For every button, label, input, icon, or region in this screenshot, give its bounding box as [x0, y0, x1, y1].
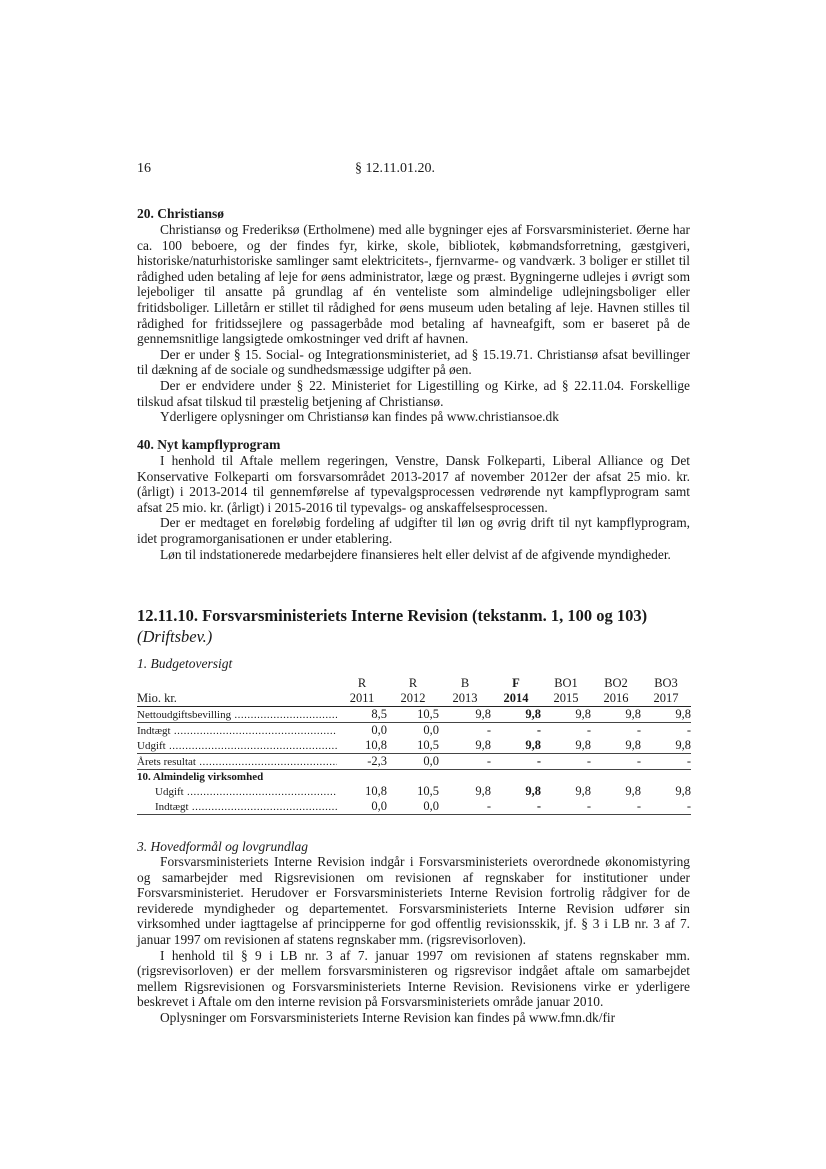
table-cell: 0,0 [387, 723, 439, 739]
table-cell: 9,8 [525, 738, 541, 752]
section-20-heading: 20. Christiansø [137, 206, 225, 221]
table-cell: 9,8 [575, 784, 591, 798]
table-cell: - [591, 754, 641, 770]
table-cell: 8,5 [371, 707, 387, 721]
table-cell: 0,0 [337, 799, 387, 815]
header-row-years [137, 691, 691, 707]
col-year: 2017 [641, 691, 691, 707]
col-year: 2016 [591, 691, 641, 707]
table-cell: 9,8 [475, 784, 491, 798]
unit-label: Mio. kr. [137, 691, 337, 707]
section-reference: § 12.11.01.20. [355, 161, 435, 176]
table-cell: 9,8 [525, 707, 541, 721]
table-cell: - [439, 754, 491, 770]
section-3-body [137, 854, 690, 1026]
table-cell: 9,8 [475, 707, 491, 721]
table-cell: 9,8 [675, 738, 691, 752]
paragraph: I henhold til § 9 i LB nr. 3 af 7. januar 1997 om revisionen af statens regnskaber mm. (rigsrevisorloven) er der mellem forsvarsministeren og rigsrevisor indgået aftale om samarbejdet mellem Rigsrevisionen og Forsvarsministeriets Interne Revision. Revisionens virke er yderligere beskrevet i Aftale om den interne revision på Forsvarsministeriets område januar 2010. [137, 947, 690, 1010]
table-row-group-indtaegt [137, 799, 691, 815]
table-cell: - [591, 723, 641, 739]
col-type: BO2 [604, 676, 628, 690]
row-label: Nettoudgiftsbevilling ..... [137, 709, 337, 721]
table-cell: 9,8 [625, 738, 641, 752]
table-cell: 9,8 [625, 707, 641, 721]
table-cell: 9,8 [575, 738, 591, 752]
header-row-types [137, 676, 691, 691]
table-cell: - [641, 754, 691, 770]
table-cell: 9,8 [675, 784, 691, 798]
table-cell: 10,5 [417, 784, 439, 798]
row-label: Udgift ..... [137, 740, 337, 752]
table-cell: - [491, 723, 541, 739]
table-cell: 9,8 [675, 707, 691, 721]
table-cell: - [541, 754, 591, 770]
table-cell: - [541, 723, 591, 739]
table-cell: - [641, 723, 691, 739]
paragraph: Der er medtaget en foreløbig fordeling af udgifter til løn og øvrig drift til nyt kampflyprogram, idet programorganisationen er under etablering. [137, 515, 690, 546]
row-label: Årets resultat ..... [137, 756, 337, 768]
col-type: B [460, 676, 470, 690]
row-label: Indtægt ..... [155, 801, 337, 813]
paragraph: Yderligere oplysninger om Christiansø kan findes på www.christiansoe.dk [160, 409, 559, 425]
col-type: F [512, 676, 520, 690]
paragraph: Der er under § 15. Social- og Integrationsministeriet, ad § 15.19.71. Christiansø afsat bevillinger til dækning af de sociale og sundhedsmæssige udgifter på øen. [137, 346, 690, 378]
paragraph: Der er endvidere under § 22. Ministeriet for Ligestilling og Kirke, ad § 22.11.04. Forskellige tilskud afsat tilskud til præstelig betjening af Christiansø. [137, 377, 690, 409]
budget-table [137, 676, 691, 815]
table-row-resultat [137, 754, 691, 770]
table-cell: 9,8 [625, 784, 641, 798]
table-cell: - [439, 799, 491, 815]
col-year: 2013 [439, 691, 491, 707]
col-year: 2014 [491, 691, 541, 707]
section-20-body [137, 222, 690, 425]
col-year: 2015 [541, 691, 591, 707]
row-label: Indtægt ..... [137, 725, 337, 737]
table-cell: - [491, 754, 541, 770]
paragraph: Løn til indstationerede medarbejdere finansieres helt eller delvist af de afgivende myndigheder. [160, 546, 671, 562]
col-type: R [357, 676, 367, 690]
main-heading [137, 605, 697, 647]
main-heading-italic: (Driftsbev.) [137, 627, 213, 646]
paragraph: Christiansø og Frederiksø (Ertholmene) med alle bygninger ejes af Forsvarsministeriet. Øerne har ca. 100 beboere, og der findes fyr, kirke, skole, bibliotek, købmandsforretning, gæstgiveri, historiske/naturhistoriske samlinger samt elektricitets-, fjernvarme- og vandværk. 3 boliger er stillet til rådighed uden betaling af leje for øens administrator, læge og præst. Bygningerne udlejes i øvrigt som lejeboliger til ansatte på grundlag af én venteliste som almindelige udlejningsboliger eller fritidsboliger. Lilletårn er stillet til rådighed for øens museum uden betaling af leje. Havnen stilles til rådighed for fritidssejlere og passagerbåde mod betaling af havneafgift, som er baseret på de gennemsnitlige langsigtede omkostninger ved drift af havnen. [137, 222, 690, 347]
table-cell: 10,8 [365, 784, 387, 798]
table-group-row [137, 770, 691, 785]
table-row-udgift [137, 738, 691, 754]
table-cell: 10,5 [417, 738, 439, 752]
table-row-group-udgift [137, 784, 691, 799]
table-cell: 10,5 [417, 707, 439, 721]
table-cell: 9,8 [475, 738, 491, 752]
table-cell: -2,3 [337, 754, 387, 770]
col-type: BO1 [554, 676, 578, 690]
table-cell: - [641, 799, 691, 815]
table-cell: - [541, 799, 591, 815]
table-cell: 0,0 [387, 799, 439, 815]
table-row-indtaegt [137, 723, 691, 739]
table-cell: 9,8 [525, 784, 541, 798]
section-40-heading: 40. Nyt kampflyprogram [137, 437, 281, 452]
section-40-body [137, 453, 690, 562]
page-number: 16 [137, 161, 151, 176]
section-3-heading: 3. Hovedformål og lovgrundlag [137, 839, 308, 854]
budget-subheading: 1. Budgetoversigt [137, 656, 233, 671]
main-heading-bold: 12.11.10. Forsvarsministeriets Interne Revision (tekstanm. 1, 100 og 103) [137, 606, 648, 625]
table-cell: 10,8 [365, 738, 387, 752]
table-cell: - [491, 799, 541, 815]
paragraph: Forsvarsministeriets Interne Revision indgår i Forsvarsministeriets overordnede økonomistyring og samarbejder med Rigsrevisionen om revisionen af regnskaber for institutioner under Forsvarsministeriet. Herudover er Forsvarsministeriets Interne Revision fortrolig rådgiver for de reviderede myndigheder og departementet. Forsvarsministeriets Interne Revision udfører sin virksomhed under iagttagelse af principperne for god offentlig revisionsskik, jf. § 3 i LB nr. 3 af 7. januar 1997 om revisionen af statens regnskaber mm. (rigsrevisorloven). [137, 854, 690, 947]
table-cell: 0,0 [337, 723, 387, 739]
col-type: R [408, 676, 418, 690]
table-cell: - [591, 799, 641, 815]
paragraph: Oplysninger om Forsvarsministeriets Interne Revision kan findes på www.fmn.dk/fir [160, 1009, 616, 1025]
table-cell: 9,8 [575, 707, 591, 721]
col-year: 2012 [387, 691, 439, 707]
col-type: BO3 [654, 676, 678, 690]
table-row-netto [137, 707, 691, 723]
table-cell: - [439, 723, 491, 739]
row-label: Udgift ..... [155, 786, 337, 798]
col-year: 2011 [337, 691, 387, 707]
group-label: 10. Almindelig virksomhed [137, 770, 691, 785]
table-cell: 0,0 [387, 754, 439, 770]
paragraph: I henhold til Aftale mellem regeringen, Venstre, Dansk Folkeparti, Liberal Alliance og Det Konservative Folkeparti om forsvarsområdet 2013-2017 af november 2012er der afsat 25 mio. kr. (årligt) i 2013-2014 til gennemførelse af typevalgsprocessen vedrørende nyt kampflyprogram samt afsat 25 mio. kr. (årligt) i 2015-2016 til typevalgs- og anskaffelsesprocessen. [137, 453, 690, 515]
